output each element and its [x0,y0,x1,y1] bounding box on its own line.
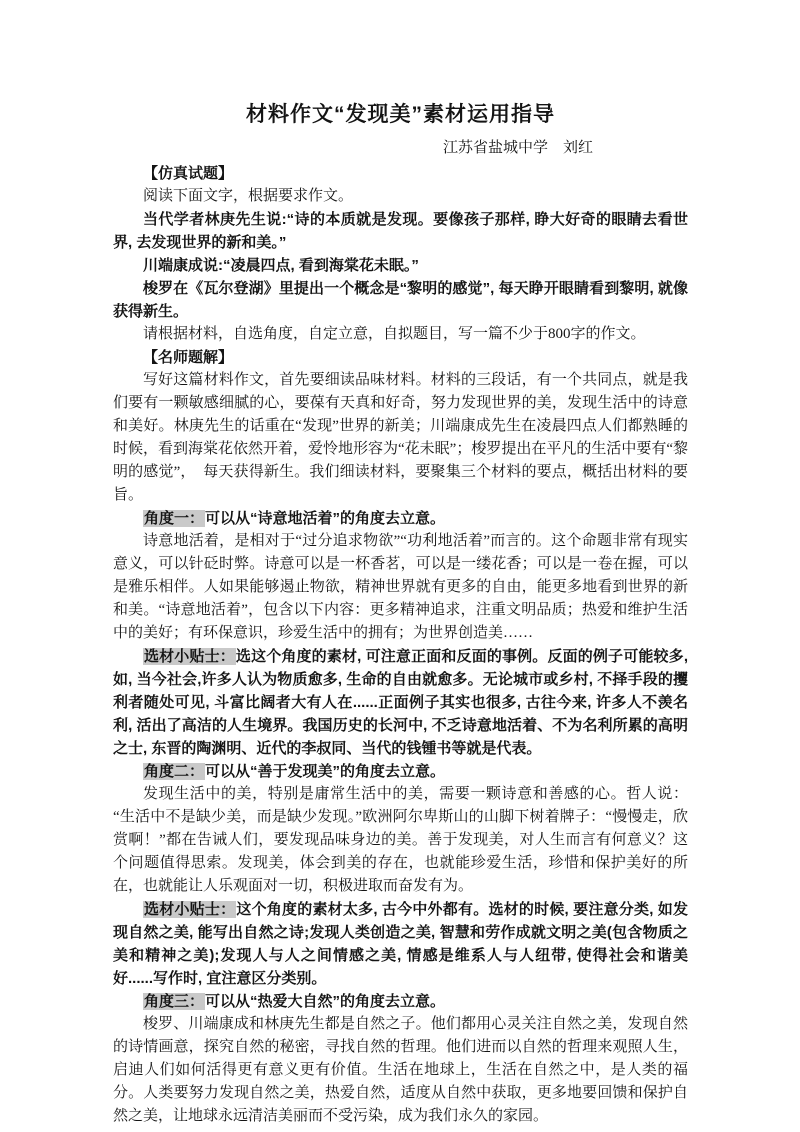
angle-2-title: 可以从“善于发现美”的角度去立意。 [205,763,446,780]
angle-1-tip-label: 选材小贴士： [144,648,235,665]
analysis-section-header: 【名师题解】 [143,349,234,366]
angle-1-tip [113,645,688,760]
angle-2-tip-text: 这个角度的素材太多, 古今中外都有。选材的时候, 要注意分类, 如发现自然之美, 能写出自然之诗;发现人类创造之美, 智慧和劳作成就文明之美(包含物质之美和精神之美);发现人与人之间情感之美, 情感是维系人与人纽带, 使得社会和谐美好......写作时, 宜注意区分类别。 [113,901,688,987]
material-quote-kawabata: 川端康成说:“凌晨四点, 看到海棠花未眠。” [143,257,419,274]
angle-2-label: 角度二： [144,763,205,780]
exam-section-header: 【仿真试题】 [143,165,234,182]
angle-2-body: 发现生活中的美，特别是庸常生活中的美，需要一颗诗意和善感的心。哲人说：“生活中不是缺少美，而是缺少发现。”欧洲阿尔卑斯山的山脚下树着牌子：“慢慢走，欣赏啊！”都在告诫人们，要发现品味身边的美。善于发现美，对人生而言有何意义？这个问题值得思索。发现美，体会到美的存在，也就能珍爱生活，珍惜和保护美好的所在，也就能让人乐观面对一切，积极进取而奋发有为。 [113,786,688,894]
exam-intro: 阅读下面文字，根据要求作文。 [143,188,354,204]
angle-1-body: 诗意地活着，是相对于“过分追求物欲”“功利地活着”而言的。这个命题非常有现实意义，可以针砭时弊。诗意可以是一杯香茗，可以是一缕花香；可以是一卷在握，可以是雅乐相伴。人如果能够遏止物欲，精神世界就有更多的自由，能更多地看到世界的新和美。“诗意地活着”，包含以下内容：更多精神追求，注重文明品质；热爱和维护生活中的美好；有环保意识，珍爱生活中的拥有；为世界创造美…… [113,533,688,641]
angle-2-tip [113,898,688,990]
material-quote-lin-geng: 当代学者林庚先生说:“诗的本质就是发现。要像孩子那样, 睁大好奇的眼睛去看世界, 去发现世界的新和美。” [113,211,688,251]
angle-1-label: 角度一： [144,510,205,527]
author-line: 江苏省盐城中学 刘红 [442,140,593,156]
angle-3-heading [113,990,688,1013]
angle-1-heading [113,507,688,530]
material-quote-thoreau: 梭罗在《瓦尔登湖》里提出一个概念是“黎明的感觉”, 每天睁开眼睛看到黎明, 就像获得新生。 [113,280,688,320]
angle-3-body: 梭罗、川端康成和林庚先生都是自然之子。他们都用心灵关注自然之美，发现自然的诗情画意，探究自然的秘密，寻找自然的哲理。他们进而以自然的哲理来观照人生，启迪人们如何活得更有意义更有价值。生活在地球上，生活在自然之中，是人类的福分。人类要努力发现自然之美，热爱自然，适度从自然中获取，更多地要回馈和保护自然之美，让地球永远清洁美丽而不受污染，成为我们永久的家园。 [113,1016,688,1124]
angle-2-heading [113,760,688,783]
angle-3-title: 可以从“热爱大自然”的角度去立意。 [205,993,446,1010]
angle-3-label: 角度三： [144,993,205,1010]
exam-requirement: 请根据材料，自选角度，自定立意，自拟题目，写一篇不少于800字的作文。 [143,326,646,342]
angle-1-title: 可以从“诗意地活着”的角度去立意。 [205,510,446,527]
page-title: 材料作文“发现美”素材运用指导 [246,103,555,126]
angle-1-tip-text: 选这个角度的素材, 可注意正面和反面的事例。反面的例子可能较多, 如, 当今社会,许多人认为物质愈多, 生命的自由就愈多。无论城市或乡村, 不择手段的攫利者随处可见, 斗富比阔者大有人在......正面例子其实也很多, 古往今来, 许多人不羡名利, 活出了高洁的人生境界。我国历史的长河中, 不乏诗意地活着、不为名利所累的高明之士, 东晋的陶渊明、近代的李叔同、当代的钱锺书等就是代表。 [113,648,688,757]
analysis-overview: 写好这篇材料作文，首先要细读品味材料。材料的三段话，有一个共同点，就是我们要有一颗敏感细腻的心，要葆有天真和好奇，努力发现世界的美，发现生活中的诗意和美好。林庚先生的话重在“发现”世界的新美；川端康成先生在凌晨四点人们都熟睡的时候，看到海棠花依然开着，爱怜地形容为“花未眠”；梭罗提出在平凡的生活中要有“黎明的感觉”， 每天获得新生。我们细读材料，要聚集三个材料的要点，概括出材料的要旨。 [113,372,688,503]
angle-2-tip-label: 选材小贴士： [144,901,236,918]
